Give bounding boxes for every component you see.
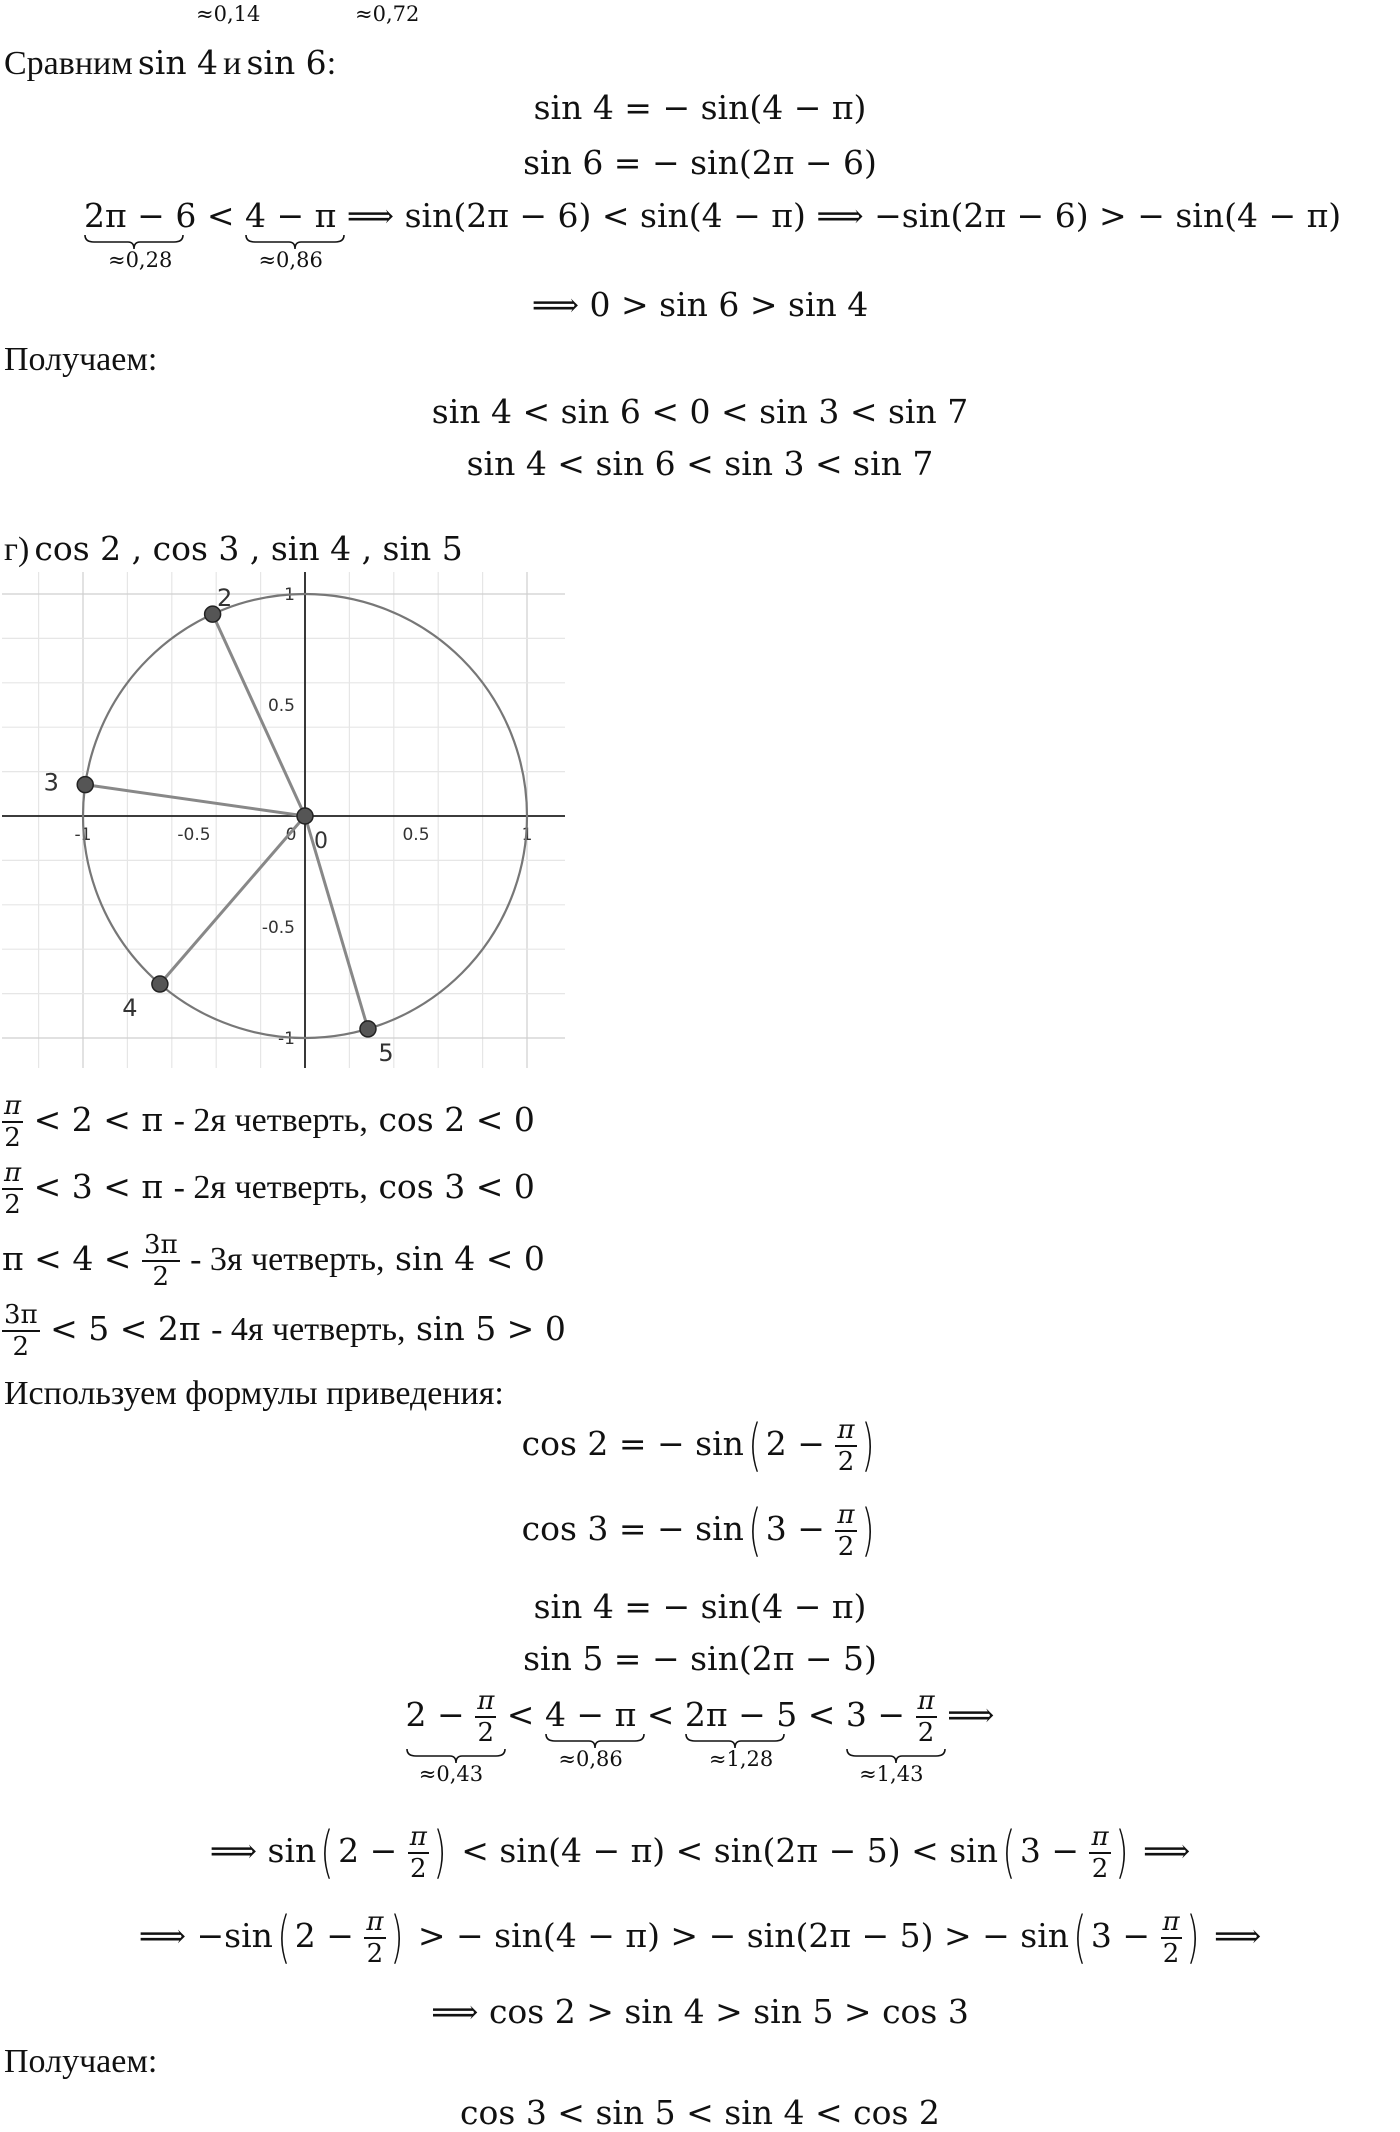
angle-point-label: 2 [216, 584, 233, 613]
quadrant-sign: sin 5 > 0 [415, 1309, 566, 1348]
angle-point [360, 1021, 376, 1037]
final-order: cos 3 < sin 5 < sin 4 < cos 2 [460, 2093, 940, 2132]
approx-label-a: ≈0,14 [196, 2, 261, 26]
red-term: 2 − [765, 1424, 825, 1463]
approx-0-86: ≈0,86 [258, 248, 323, 272]
fraction-pi-over-2 [364, 1909, 385, 1967]
red-lhs: cos 2 = − sin [521, 1424, 744, 1463]
inequality-a-rest: ⟹ sin(2π − 6) < sin(4 − π) ⟹ −sin(2π − 6) > − sin(4 − π) [346, 196, 1342, 235]
underbrace-term-4 [845, 1686, 937, 1786]
line-start: ⟹ sin [209, 1831, 317, 1870]
reduction-intro: Используем формулы приведения: [4, 1375, 504, 1412]
approx-0-28: ≈0,28 [107, 248, 173, 272]
line-term: 3 − [1090, 1916, 1151, 1955]
angle-point-label: 3 [43, 768, 59, 797]
quadrant-text: - 2я четверть, [173, 1169, 368, 1206]
approx-0-43: ≈0,43 [418, 1762, 484, 1786]
fraction-pi-over-2 [916, 1688, 937, 1746]
angle-point-label: 4 [122, 994, 138, 1023]
chain-term: 4 − π [544, 1695, 637, 1734]
origin-point-label: 0 [314, 829, 328, 854]
line-term: 2 − [294, 1916, 354, 1955]
fraction-pi-over-2 [408, 1824, 429, 1882]
implies-arrow: ⟹ [947, 1695, 995, 1734]
reduction-cos3 [0, 1498, 1400, 1563]
equation-sin4: sin 4 = − sin(4 − π) [533, 88, 867, 127]
chain-term: 3 − [845, 1695, 906, 1734]
frac-num: π [366, 1907, 384, 1937]
x-tick-label: 1 [521, 825, 533, 845]
frac-num: π [1162, 1907, 1180, 1937]
frac-num: 3π [4, 1300, 38, 1330]
compare-prefix: Сравним [4, 45, 133, 82]
quadrant-text: - 3я четверть, [190, 1241, 385, 1278]
term-2pi-minus-6: 2π − 6 [84, 196, 197, 235]
red-lhs: cos 3 = − sin [521, 1509, 744, 1548]
right-paren: ) [389, 1905, 403, 1970]
quadrant-line-2 [2, 1160, 535, 1218]
frac-num: π [409, 1822, 427, 1852]
equation-sin6: sin 6 = − sin(2π − 6) [523, 143, 877, 182]
right-paren: ) [1114, 1820, 1129, 1885]
frac-den: 2 [410, 1854, 427, 1884]
quadrant-line-1 [2, 1093, 535, 1151]
frac-den: 2 [837, 1447, 855, 1477]
fraction-pi-over-2 [1161, 1909, 1182, 1967]
quadrant-range: π < 4 < [2, 1239, 132, 1278]
quadrant-range: < 2 < π [33, 1100, 164, 1139]
right-paren: ) [860, 1498, 875, 1563]
fraction-pi-over-2 [835, 1502, 856, 1560]
left-paren: ( [748, 1413, 762, 1478]
graph-grid [2, 572, 565, 1068]
quadrant-line-4 [2, 1302, 566, 1360]
line-start: ⟹ −sin [138, 1916, 273, 1955]
right-paren: ) [433, 1820, 447, 1885]
underbrace-term-3 [684, 1695, 798, 1771]
negsin-chain-line [0, 1905, 1400, 1970]
chain-term: 2 − [405, 1695, 465, 1734]
y-tick-label: -1 [278, 1029, 295, 1049]
compare-intro [4, 43, 337, 82]
approx-0-86: ≈0,86 [558, 1747, 623, 1771]
frac-num: π [917, 1686, 935, 1716]
line-middle: < sin(4 − π) < sin(2π − 5) < sin [461, 1831, 998, 1870]
graph-radii [44, 584, 394, 1067]
y-tick-label: -0.5 [261, 918, 295, 938]
frac-den: 2 [917, 1718, 935, 1748]
inequality-a [84, 196, 1342, 272]
left-paren: ( [320, 1820, 334, 1885]
reduction-cos2 [0, 1413, 1400, 1478]
underbrace-term-2 [244, 196, 337, 272]
left-paren: ( [748, 1498, 762, 1563]
frac-den: 2 [1162, 1939, 1180, 1969]
x-tick-label: 0.5 [402, 825, 430, 845]
left-paren: ( [277, 1905, 291, 1970]
quadrant-range: < 3 < π [33, 1167, 164, 1206]
x-tick-label: 0 [285, 825, 297, 845]
left-paren: ( [1073, 1905, 1087, 1970]
frac-num: 3π [143, 1230, 178, 1260]
frac-den: 2 [366, 1939, 384, 1969]
fraction-pi-over-2 [835, 1417, 856, 1475]
quadrant-range: < 5 < 2π [50, 1309, 201, 1348]
frac-num: π [477, 1686, 495, 1716]
frac-num: π [4, 1158, 22, 1188]
frac-den: 2 [4, 1190, 21, 1220]
sin-chain-line [0, 1820, 1400, 1885]
quadrant-sign: sin 4 < 0 [394, 1239, 545, 1278]
underbrace-term-1 [405, 1686, 497, 1786]
implies-arrow: ⟹ [1213, 1916, 1262, 1955]
implies-arrow: ⟹ [1142, 1831, 1191, 1870]
angle-point [77, 777, 93, 793]
fraction-pi-over-2 [2, 1093, 23, 1151]
reduction-sin5: sin 5 = − sin(2π − 5) [523, 1639, 877, 1678]
less-than: < [807, 1695, 836, 1734]
fraction-pi-over-2 [475, 1688, 496, 1746]
left-paren: ( [1002, 1820, 1016, 1885]
reduction-sin4: sin 4 = − sin(4 − π) [533, 1587, 867, 1626]
frac-den: 2 [4, 1123, 21, 1153]
y-tick-label: 1 [284, 585, 295, 605]
quadrant-sign: cos 2 < 0 [378, 1100, 535, 1139]
frac-num: π [4, 1091, 22, 1121]
result-g: ⟹ cos 2 > sin 4 > sin 5 > cos 3 [431, 1992, 969, 2031]
x-tick-label: -0.5 [177, 825, 211, 845]
approx-label-b: ≈0,72 [355, 2, 420, 26]
line-term: 3 − [1019, 1831, 1079, 1870]
frac-num: π [1091, 1822, 1109, 1852]
x-tick-label: -1 [74, 825, 92, 845]
underbrace-term-2 [544, 1695, 637, 1771]
compare-sin6: sin 6 [246, 43, 327, 82]
compare-and: и [223, 45, 242, 82]
unit-circle-graph [0, 570, 570, 1070]
angle-point [152, 976, 168, 992]
frac-den: 2 [12, 1332, 30, 1362]
less-than: < [506, 1695, 535, 1734]
approx-1-28: ≈1,28 [708, 1747, 774, 1771]
get-label-2: Получаем: [4, 2043, 158, 2080]
get-label-1: Получаем: [4, 341, 158, 378]
approx-1-43: ≈1,43 [859, 1762, 924, 1786]
frac-den: 2 [837, 1532, 855, 1562]
order-1: sin 4 < sin 6 < 0 < sin 3 < sin 7 [431, 392, 969, 431]
quadrant-text: - 2я четверть, [173, 1102, 368, 1139]
term-4-minus-pi: 4 − π [244, 196, 337, 235]
part-g-letter: г) [4, 531, 30, 568]
frac-den: 2 [477, 1718, 494, 1748]
frac-num: π [837, 1500, 855, 1530]
less-than: < [206, 196, 235, 235]
quadrant-line-3 [2, 1232, 545, 1290]
frac-num: π [837, 1415, 855, 1445]
frac-den: 2 [1091, 1854, 1109, 1884]
compare-colon: : [326, 45, 337, 82]
line-term: 2 − [338, 1831, 398, 1870]
less-than: < [646, 1695, 675, 1734]
line-middle: > − sin(4 − π) > − sin(2π − 5) > − sin [417, 1916, 1070, 1955]
result-a: ⟹ 0 > sin 6 > sin 4 [531, 285, 869, 324]
right-paren: ) [860, 1413, 875, 1478]
angle-point-label: 5 [378, 1038, 394, 1067]
order-2: sin 4 < sin 6 < sin 3 < sin 7 [466, 444, 934, 483]
origin-point [297, 808, 313, 824]
radius-line [85, 785, 305, 816]
quadrant-text: - 4я четверть, [211, 1311, 406, 1348]
fraction-3pi-over-2 [142, 1232, 180, 1290]
fraction-pi-over-2 [1089, 1824, 1110, 1882]
red-term: 3 − [765, 1509, 825, 1548]
fraction-3pi-over-2 [2, 1302, 40, 1360]
chain-term: 2π − 5 [684, 1695, 798, 1734]
frac-den: 2 [152, 1262, 170, 1292]
inequality-chain [0, 1686, 1400, 1786]
part-g-heading [4, 529, 463, 568]
compare-sin4: sin 4 [137, 43, 219, 82]
part-g-expr: cos 2 , cos 3 , sin 4 , sin 5 [34, 529, 463, 568]
quadrant-sign: cos 3 < 0 [378, 1167, 535, 1206]
fraction-pi-over-2 [2, 1160, 23, 1218]
underbrace-term-1 [84, 196, 197, 272]
right-paren: ) [1185, 1905, 1200, 1970]
y-tick-label: 0.5 [267, 696, 295, 716]
